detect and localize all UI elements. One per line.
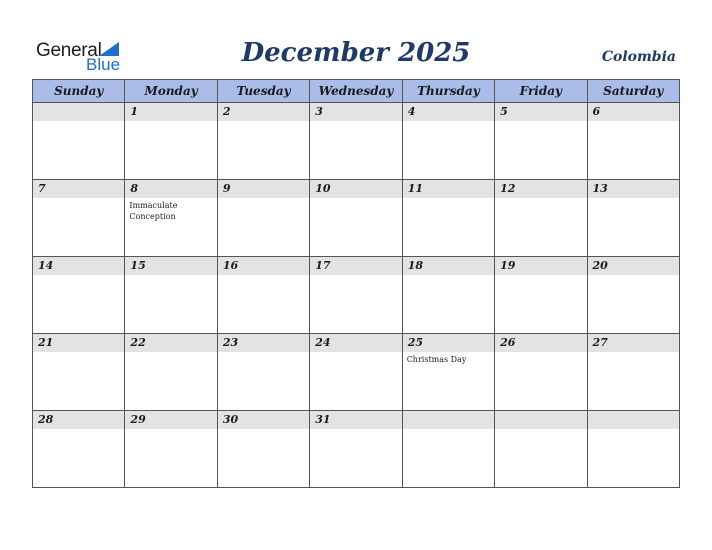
weekday-header-row	[33, 80, 680, 103]
week-row	[33, 180, 680, 257]
day-cell	[125, 257, 217, 334]
day-cell	[217, 411, 309, 488]
day-number: 13	[588, 180, 679, 198]
day-cell	[217, 180, 309, 257]
day-cell	[310, 257, 402, 334]
weekday-friday: Friday	[495, 80, 587, 103]
day-cell	[310, 103, 402, 180]
day-cell	[33, 103, 125, 180]
day-cell	[310, 180, 402, 257]
day-number: 20	[588, 257, 679, 275]
weekday-wednesday: Wednesday	[310, 80, 402, 103]
logo-text-general: General	[36, 40, 102, 61]
weekday-monday: Monday	[125, 80, 217, 103]
day-number: 17	[310, 257, 401, 275]
week-row	[33, 257, 680, 334]
day-cell	[125, 103, 217, 180]
day-cell	[402, 411, 494, 488]
day-number: 21	[33, 334, 124, 352]
calendar-grid	[32, 79, 680, 488]
day-number: 12	[495, 180, 586, 198]
day-number: 22	[125, 334, 216, 352]
day-number	[495, 411, 586, 429]
day-number: 16	[218, 257, 309, 275]
day-number: 9	[218, 180, 309, 198]
calendar-title: December 2025	[241, 38, 471, 68]
day-number: 25	[403, 334, 494, 352]
day-cell	[495, 103, 587, 180]
day-number: 11	[403, 180, 494, 198]
calendar-body	[33, 103, 680, 488]
holiday-label: Immaculate Conception	[129, 201, 178, 221]
day-number: 3	[310, 103, 401, 121]
day-cell	[125, 411, 217, 488]
day-number: 27	[588, 334, 679, 352]
day-number: 7	[33, 180, 124, 198]
day-cell	[587, 103, 679, 180]
day-cell	[495, 411, 587, 488]
day-number: 31	[310, 411, 401, 429]
day-number: 10	[310, 180, 401, 198]
day-cell	[33, 257, 125, 334]
day-number	[588, 411, 679, 429]
day-cell	[402, 180, 494, 257]
day-cell	[402, 103, 494, 180]
day-number: 24	[310, 334, 401, 352]
day-number: 23	[218, 334, 309, 352]
day-number: 29	[125, 411, 216, 429]
day-number: 1	[125, 103, 216, 121]
day-number: 6	[588, 103, 679, 121]
day-cell	[125, 334, 217, 411]
day-number: 8	[125, 180, 216, 198]
week-row	[33, 411, 680, 488]
day-number: 5	[495, 103, 586, 121]
day-cell	[217, 257, 309, 334]
weekday-sunday: Sunday	[33, 80, 125, 103]
day-cell	[495, 334, 587, 411]
weekday-saturday: Saturday	[587, 80, 679, 103]
day-number: 2	[218, 103, 309, 121]
day-number: 15	[125, 257, 216, 275]
day-cell	[33, 411, 125, 488]
weekday-thursday: Thursday	[402, 80, 494, 103]
weekday-tuesday: Tuesday	[217, 80, 309, 103]
week-row	[33, 334, 680, 411]
day-cell	[217, 103, 309, 180]
day-cell	[587, 257, 679, 334]
day-number: 19	[495, 257, 586, 275]
day-cell	[33, 180, 125, 257]
day-cell	[33, 334, 125, 411]
day-number	[403, 411, 494, 429]
day-number: 18	[403, 257, 494, 275]
day-cell	[587, 411, 679, 488]
day-number: 14	[33, 257, 124, 275]
country-label: Colombia	[601, 49, 676, 65]
day-number: 30	[218, 411, 309, 429]
day-cell	[310, 411, 402, 488]
day-number: 28	[33, 411, 124, 429]
day-cell	[125, 180, 217, 257]
holiday-label: Christmas Day	[406, 355, 467, 364]
day-cell	[402, 334, 494, 411]
day-number	[33, 103, 124, 121]
day-cell	[495, 257, 587, 334]
day-cell	[587, 334, 679, 411]
day-cell	[495, 180, 587, 257]
day-cell	[217, 334, 309, 411]
logo-text-blue: Blue	[86, 55, 121, 74]
day-number: 26	[495, 334, 586, 352]
week-row	[33, 103, 680, 180]
day-number: 4	[403, 103, 494, 121]
day-cell	[402, 257, 494, 334]
day-cell	[310, 334, 402, 411]
day-cell	[587, 180, 679, 257]
